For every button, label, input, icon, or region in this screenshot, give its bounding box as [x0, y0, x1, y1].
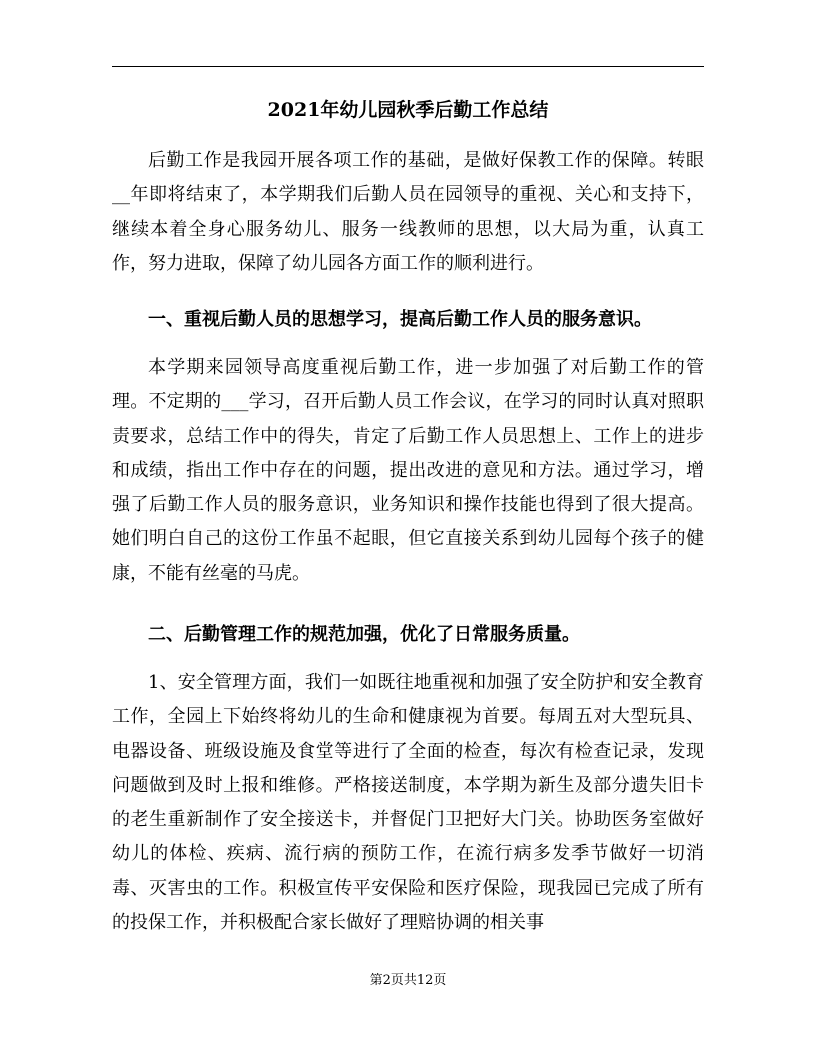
section-1-paragraph: 本学期来园领导高度重视后勤工作，进一步加强了对后勤工作的管理。不定期的___学习，召开后勤人员工作会议，在学习的同时认真对照职责要求，总结工作中的得失，肯定了后勤工作人员思想上、工作上的进步和成绩，指出工作中存在的问题，提出改进的意见和方法。通过学习，增强了后勤工作人员的服务意识，业务知识和操作技能也得到了很大提高。她们明白自己的这份工作虽不起眼，但它直接关系到幼儿园每个孩子的健康，不能有丝毫的马虎。: [112, 357, 704, 584]
section-2-paragraph: 1、安全管理方面，我们一如既往地重视和加强了安全防护和安全教育工作，全园上下始终将幼儿的生命和健康视为首要。每周五对大型玩具、电器设备、班级设施及食堂等进行了全面的检查，每次有检查记录，发现问题做到及时上报和维修。严格接送制度，本学期为新生及部分遗失旧卡的老生重新制作了安全接送卡，并督促门卫把好大门关。协助医务室做好幼儿的体检、疾病、流行病的预防工作，在流行病多发季节做好一切消毒、灭害虫的工作。积极宣传平安保险和医疗保险，现我园已完成了所有的投保工作，并积极配合家长做好了理赔协调的相关事: [112, 672, 704, 934]
section-2-heading: 二、后勤管理工作的规范加强，优化了日常服务质量。: [148, 624, 580, 645]
page-number-footer: 第2页共12页: [369, 973, 447, 988]
document-title: 2021年幼儿园秋季后勤工作总结: [267, 99, 549, 121]
intro-paragraph: 后勤工作是我园开展各项工作的基础，是做好保教工作的保障。转眼__年即将结束了，本学期我们后勤人员在园领导的重视、关心和支持下，继续本着全身心服务幼儿、服务一线教师的思想，以大局为重，认真工作，努力进取，保障了幼儿园各方面工作的顺利进行。: [112, 150, 704, 274]
section-1-heading: 一、重视后勤人员的思想学习，提高后勤工作人员的服务意识。: [148, 309, 652, 330]
header-rule: [112, 66, 704, 67]
